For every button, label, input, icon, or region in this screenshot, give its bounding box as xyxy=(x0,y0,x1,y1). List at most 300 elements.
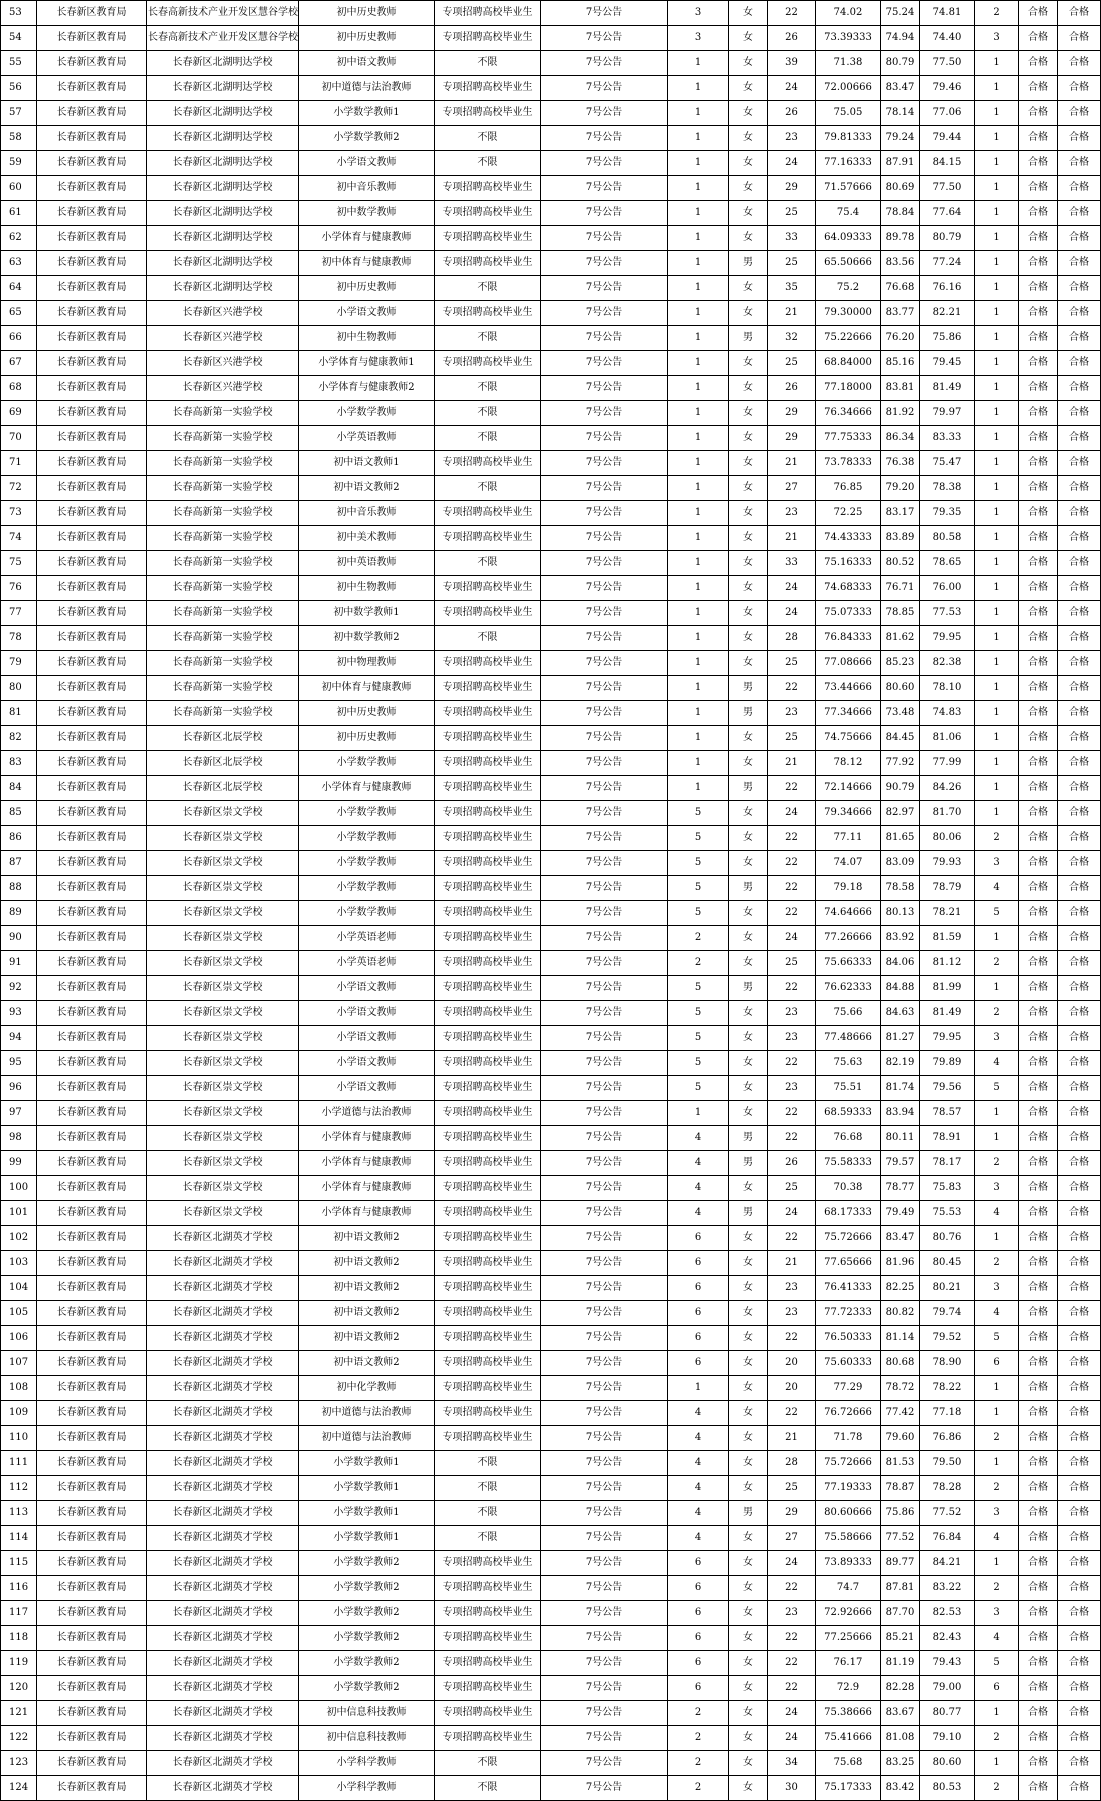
row-number-cell: 112 xyxy=(1,1476,37,1501)
total-score-cell: 84.21 xyxy=(920,1551,975,1576)
recruit-type-cell: 专项招聘高校毕业生 xyxy=(435,576,541,601)
gender-cell: 女 xyxy=(729,551,768,576)
rank-cell: 5 xyxy=(975,1076,1019,1101)
rank-cell: 5 xyxy=(975,1651,1019,1676)
position-cell: 小学科学教师 xyxy=(299,1776,435,1801)
physical-exam-cell: 合格 xyxy=(1019,1301,1058,1326)
table-row xyxy=(1,1751,1101,1776)
gender-cell: 女 xyxy=(729,1776,768,1801)
department-cell: 长春新区教育局 xyxy=(37,1101,147,1126)
department-cell: 长春新区教育局 xyxy=(37,151,147,176)
inspection-cell: 合格 xyxy=(1058,551,1101,576)
quota-cell: 1 xyxy=(668,776,729,801)
rank-cell: 1 xyxy=(975,626,1019,651)
recruit-type-cell: 不限 xyxy=(435,476,541,501)
gender-cell: 女 xyxy=(729,1351,768,1376)
total-score-cell: 75.53 xyxy=(920,1201,975,1226)
recruit-type-cell: 专项招聘高校毕业生 xyxy=(435,1726,541,1751)
inspection-cell: 合格 xyxy=(1058,226,1101,251)
row-number-cell: 84 xyxy=(1,776,37,801)
row-number-cell: 102 xyxy=(1,1226,37,1251)
written-score-cell: 76.62333 xyxy=(816,976,881,1001)
total-score-cell: 78.17 xyxy=(920,1151,975,1176)
gender-cell: 女 xyxy=(729,801,768,826)
announcement-cell: 7号公告 xyxy=(541,1326,668,1351)
position-cell: 初中体育与健康教师 xyxy=(299,251,435,276)
recruit-type-cell: 专项招聘高校毕业生 xyxy=(435,1651,541,1676)
quota-cell: 4 xyxy=(668,1176,729,1201)
interview-score-cell: 74.94 xyxy=(881,26,920,51)
recruit-type-cell: 专项招聘高校毕业生 xyxy=(435,351,541,376)
row-number-cell: 65 xyxy=(1,301,37,326)
interview-score-cell: 84.45 xyxy=(881,726,920,751)
age-cell: 25 xyxy=(768,251,816,276)
gender-cell: 女 xyxy=(729,526,768,551)
quota-cell: 1 xyxy=(668,51,729,76)
quota-cell: 1 xyxy=(668,476,729,501)
total-score-cell: 81.49 xyxy=(920,376,975,401)
table-row xyxy=(1,1626,1101,1651)
row-number-cell: 75 xyxy=(1,551,37,576)
rank-cell: 1 xyxy=(975,1551,1019,1576)
rank-cell: 2 xyxy=(975,1776,1019,1801)
school-cell: 长春新区北湖明达学校 xyxy=(147,76,299,101)
age-cell: 22 xyxy=(768,676,816,701)
inspection-cell: 合格 xyxy=(1058,101,1101,126)
position-cell: 小学数学教师 xyxy=(299,851,435,876)
announcement-cell: 7号公告 xyxy=(541,901,668,926)
interview-score-cell: 85.23 xyxy=(881,651,920,676)
written-score-cell: 72.92666 xyxy=(816,1601,881,1626)
physical-exam-cell: 合格 xyxy=(1019,526,1058,551)
position-cell: 初中道德与法治教师 xyxy=(299,1426,435,1451)
age-cell: 22 xyxy=(768,851,816,876)
interview-score-cell: 81.74 xyxy=(881,1076,920,1101)
written-score-cell: 71.38 xyxy=(816,51,881,76)
inspection-cell: 合格 xyxy=(1058,1226,1101,1251)
inspection-cell: 合格 xyxy=(1058,151,1101,176)
quota-cell: 6 xyxy=(668,1351,729,1376)
position-cell: 初中语文教师2 xyxy=(299,1326,435,1351)
table-row xyxy=(1,51,1101,76)
age-cell: 23 xyxy=(768,1276,816,1301)
rank-cell: 1 xyxy=(975,526,1019,551)
age-cell: 25 xyxy=(768,951,816,976)
total-score-cell: 75.83 xyxy=(920,1176,975,1201)
department-cell: 长春新区教育局 xyxy=(37,1401,147,1426)
total-score-cell: 77.50 xyxy=(920,176,975,201)
written-score-cell: 68.84000 xyxy=(816,351,881,376)
rank-cell: 2 xyxy=(975,1151,1019,1176)
school-cell: 长春新区北湖英才学校 xyxy=(147,1251,299,1276)
age-cell: 23 xyxy=(768,1001,816,1026)
row-number-cell: 120 xyxy=(1,1676,37,1701)
gender-cell: 女 xyxy=(729,626,768,651)
total-score-cell: 78.65 xyxy=(920,551,975,576)
rank-cell: 1 xyxy=(975,401,1019,426)
school-cell: 长春高新第一实验学校 xyxy=(147,426,299,451)
written-score-cell: 74.02 xyxy=(816,1,881,26)
age-cell: 22 xyxy=(768,976,816,1001)
age-cell: 24 xyxy=(768,801,816,826)
gender-cell: 女 xyxy=(729,901,768,926)
row-number-cell: 95 xyxy=(1,1051,37,1076)
school-cell: 长春新区崇文学校 xyxy=(147,801,299,826)
gender-cell: 女 xyxy=(729,201,768,226)
interview-score-cell: 82.28 xyxy=(881,1676,920,1701)
inspection-cell: 合格 xyxy=(1058,1626,1101,1651)
department-cell: 长春新区教育局 xyxy=(37,26,147,51)
quota-cell: 1 xyxy=(668,601,729,626)
age-cell: 24 xyxy=(768,151,816,176)
school-cell: 长春新区北湖英才学校 xyxy=(147,1551,299,1576)
quota-cell: 4 xyxy=(668,1126,729,1151)
physical-exam-cell: 合格 xyxy=(1019,1001,1058,1026)
written-score-cell: 77.11 xyxy=(816,826,881,851)
row-number-cell: 108 xyxy=(1,1376,37,1401)
total-score-cell: 77.99 xyxy=(920,751,975,776)
position-cell: 初中音乐教师 xyxy=(299,501,435,526)
department-cell: 长春新区教育局 xyxy=(37,51,147,76)
age-cell: 25 xyxy=(768,351,816,376)
gender-cell: 女 xyxy=(729,1701,768,1726)
gender-cell: 女 xyxy=(729,1601,768,1626)
announcement-cell: 7号公告 xyxy=(541,76,668,101)
written-score-cell: 76.85 xyxy=(816,476,881,501)
school-cell: 长春新区崇文学校 xyxy=(147,976,299,1001)
inspection-cell: 合格 xyxy=(1058,1,1101,26)
school-cell: 长春新区北湖英才学校 xyxy=(147,1626,299,1651)
physical-exam-cell: 合格 xyxy=(1019,1701,1058,1726)
rank-cell: 1 xyxy=(975,776,1019,801)
total-score-cell: 81.59 xyxy=(920,926,975,951)
written-score-cell: 78.12 xyxy=(816,751,881,776)
school-cell: 长春新区崇文学校 xyxy=(147,1001,299,1026)
rank-cell: 2 xyxy=(975,1,1019,26)
department-cell: 长春新区教育局 xyxy=(37,676,147,701)
row-number-cell: 63 xyxy=(1,251,37,276)
gender-cell: 男 xyxy=(729,1501,768,1526)
department-cell: 长春新区教育局 xyxy=(37,1426,147,1451)
age-cell: 22 xyxy=(768,1651,816,1676)
school-cell: 长春新区崇文学校 xyxy=(147,876,299,901)
interview-score-cell: 78.87 xyxy=(881,1476,920,1501)
department-cell: 长春新区教育局 xyxy=(37,1226,147,1251)
row-number-cell: 72 xyxy=(1,476,37,501)
school-cell: 长春新区兴港学校 xyxy=(147,351,299,376)
total-score-cell: 74.81 xyxy=(920,1,975,26)
table-row xyxy=(1,1476,1101,1501)
rank-cell: 2 xyxy=(975,1476,1019,1501)
inspection-cell: 合格 xyxy=(1058,1051,1101,1076)
total-score-cell: 75.86 xyxy=(920,326,975,351)
physical-exam-cell: 合格 xyxy=(1019,926,1058,951)
physical-exam-cell: 合格 xyxy=(1019,126,1058,151)
age-cell: 24 xyxy=(768,1726,816,1751)
position-cell: 小学数学教师2 xyxy=(299,1676,435,1701)
total-score-cell: 80.58 xyxy=(920,526,975,551)
row-number-cell: 73 xyxy=(1,501,37,526)
announcement-cell: 7号公告 xyxy=(541,251,668,276)
quota-cell: 2 xyxy=(668,1726,729,1751)
recruit-type-cell: 专项招聘高校毕业生 xyxy=(435,651,541,676)
rank-cell: 1 xyxy=(975,726,1019,751)
gender-cell: 女 xyxy=(729,1651,768,1676)
school-cell: 长春新区北湖英才学校 xyxy=(147,1376,299,1401)
written-score-cell: 79.34666 xyxy=(816,801,881,826)
interview-score-cell: 89.78 xyxy=(881,226,920,251)
total-score-cell: 79.74 xyxy=(920,1301,975,1326)
inspection-cell: 合格 xyxy=(1058,1276,1101,1301)
inspection-cell: 合格 xyxy=(1058,701,1101,726)
physical-exam-cell: 合格 xyxy=(1019,1076,1058,1101)
inspection-cell: 合格 xyxy=(1058,1301,1101,1326)
written-score-cell: 73.89333 xyxy=(816,1551,881,1576)
position-cell: 初中数学教师2 xyxy=(299,626,435,651)
row-number-cell: 67 xyxy=(1,351,37,376)
row-number-cell: 109 xyxy=(1,1401,37,1426)
written-score-cell: 77.65666 xyxy=(816,1251,881,1276)
interview-score-cell: 82.19 xyxy=(881,1051,920,1076)
table-row xyxy=(1,1401,1101,1426)
announcement-cell: 7号公告 xyxy=(541,1026,668,1051)
row-number-cell: 85 xyxy=(1,801,37,826)
table-row xyxy=(1,1776,1101,1801)
physical-exam-cell: 合格 xyxy=(1019,651,1058,676)
inspection-cell: 合格 xyxy=(1058,1451,1101,1476)
interview-score-cell: 77.92 xyxy=(881,751,920,776)
written-score-cell: 77.34666 xyxy=(816,701,881,726)
gender-cell: 男 xyxy=(729,326,768,351)
quota-cell: 5 xyxy=(668,1026,729,1051)
school-cell: 长春高新第一实验学校 xyxy=(147,551,299,576)
school-cell: 长春新区崇文学校 xyxy=(147,1176,299,1201)
rank-cell: 1 xyxy=(975,251,1019,276)
table-row xyxy=(1,826,1101,851)
age-cell: 24 xyxy=(768,601,816,626)
inspection-cell: 合格 xyxy=(1058,626,1101,651)
school-cell: 长春新区崇文学校 xyxy=(147,1151,299,1176)
recruit-type-cell: 专项招聘高校毕业生 xyxy=(435,1401,541,1426)
department-cell: 长春新区教育局 xyxy=(37,826,147,851)
rank-cell: 1 xyxy=(975,176,1019,201)
school-cell: 长春新区崇文学校 xyxy=(147,1026,299,1051)
physical-exam-cell: 合格 xyxy=(1019,701,1058,726)
gender-cell: 女 xyxy=(729,1401,768,1426)
physical-exam-cell: 合格 xyxy=(1019,426,1058,451)
table-row xyxy=(1,1551,1101,1576)
recruit-type-cell: 专项招聘高校毕业生 xyxy=(435,1,541,26)
table-row xyxy=(1,726,1101,751)
written-score-cell: 74.68333 xyxy=(816,576,881,601)
department-cell: 长春新区教育局 xyxy=(37,426,147,451)
inspection-cell: 合格 xyxy=(1058,1476,1101,1501)
department-cell: 长春新区教育局 xyxy=(37,926,147,951)
rank-cell: 1 xyxy=(975,701,1019,726)
interview-score-cell: 89.77 xyxy=(881,1551,920,1576)
recruit-type-cell: 不限 xyxy=(435,1526,541,1551)
rank-cell: 3 xyxy=(975,1501,1019,1526)
interview-score-cell: 82.25 xyxy=(881,1276,920,1301)
table-row xyxy=(1,426,1101,451)
gender-cell: 女 xyxy=(729,151,768,176)
physical-exam-cell: 合格 xyxy=(1019,276,1058,301)
written-score-cell: 73.39333 xyxy=(816,26,881,51)
rank-cell: 3 xyxy=(975,1026,1019,1051)
recruit-type-cell: 专项招聘高校毕业生 xyxy=(435,101,541,126)
total-score-cell: 82.21 xyxy=(920,301,975,326)
gender-cell: 男 xyxy=(729,676,768,701)
quota-cell: 1 xyxy=(668,501,729,526)
department-cell: 长春新区教育局 xyxy=(37,276,147,301)
total-score-cell: 76.00 xyxy=(920,576,975,601)
interview-score-cell: 84.63 xyxy=(881,1001,920,1026)
table-row xyxy=(1,1001,1101,1026)
department-cell: 长春新区教育局 xyxy=(37,751,147,776)
age-cell: 22 xyxy=(768,826,816,851)
school-cell: 长春新区北湖英才学校 xyxy=(147,1226,299,1251)
announcement-cell: 7号公告 xyxy=(541,801,668,826)
table-row xyxy=(1,1526,1101,1551)
interview-score-cell: 81.62 xyxy=(881,626,920,651)
quota-cell: 6 xyxy=(668,1601,729,1626)
announcement-cell: 7号公告 xyxy=(541,1376,668,1401)
gender-cell: 女 xyxy=(729,1751,768,1776)
physical-exam-cell: 合格 xyxy=(1019,801,1058,826)
table-row xyxy=(1,301,1101,326)
school-cell: 长春新区北湖英才学校 xyxy=(147,1651,299,1676)
written-score-cell: 75.17333 xyxy=(816,1776,881,1801)
interview-score-cell: 73.48 xyxy=(881,701,920,726)
rank-cell: 1 xyxy=(975,751,1019,776)
rank-cell: 2 xyxy=(975,1576,1019,1601)
table-row xyxy=(1,1301,1101,1326)
age-cell: 23 xyxy=(768,1076,816,1101)
rank-cell: 1 xyxy=(975,476,1019,501)
announcement-cell: 7号公告 xyxy=(541,676,668,701)
quota-cell: 5 xyxy=(668,801,729,826)
row-number-cell: 99 xyxy=(1,1151,37,1176)
row-number-cell: 106 xyxy=(1,1326,37,1351)
inspection-cell: 合格 xyxy=(1058,1701,1101,1726)
written-score-cell: 77.75333 xyxy=(816,426,881,451)
interview-score-cell: 81.14 xyxy=(881,1326,920,1351)
announcement-cell: 7号公告 xyxy=(541,126,668,151)
table-row xyxy=(1,1376,1101,1401)
physical-exam-cell: 合格 xyxy=(1019,626,1058,651)
department-cell: 长春新区教育局 xyxy=(37,351,147,376)
age-cell: 23 xyxy=(768,501,816,526)
row-number-cell: 88 xyxy=(1,876,37,901)
position-cell: 初中美术教师 xyxy=(299,526,435,551)
table-row xyxy=(1,651,1101,676)
recruit-type-cell: 专项招聘高校毕业生 xyxy=(435,751,541,776)
gender-cell: 男 xyxy=(729,1201,768,1226)
school-cell: 长春新区北湖明达学校 xyxy=(147,251,299,276)
position-cell: 初中语文教师 xyxy=(299,51,435,76)
department-cell: 长春新区教育局 xyxy=(37,1201,147,1226)
position-cell: 小学数学教师 xyxy=(299,826,435,851)
row-number-cell: 78 xyxy=(1,626,37,651)
total-score-cell: 81.70 xyxy=(920,801,975,826)
table-row xyxy=(1,901,1101,926)
gender-cell: 女 xyxy=(729,276,768,301)
row-number-cell: 124 xyxy=(1,1776,37,1801)
announcement-cell: 7号公告 xyxy=(541,1526,668,1551)
age-cell: 26 xyxy=(768,101,816,126)
table-row xyxy=(1,201,1101,226)
position-cell: 初中语文教师2 xyxy=(299,476,435,501)
age-cell: 20 xyxy=(768,1351,816,1376)
announcement-cell: 7号公告 xyxy=(541,1051,668,1076)
quota-cell: 1 xyxy=(668,1376,729,1401)
recruit-type-cell: 专项招聘高校毕业生 xyxy=(435,1376,541,1401)
announcement-cell: 7号公告 xyxy=(541,1501,668,1526)
quota-cell: 6 xyxy=(668,1676,729,1701)
position-cell: 初中英语教师 xyxy=(299,551,435,576)
quota-cell: 4 xyxy=(668,1201,729,1226)
gender-cell: 男 xyxy=(729,1151,768,1176)
inspection-cell: 合格 xyxy=(1058,1776,1101,1801)
inspection-cell: 合格 xyxy=(1058,176,1101,201)
written-score-cell: 79.30000 xyxy=(816,301,881,326)
row-number-cell: 62 xyxy=(1,226,37,251)
total-score-cell: 79.56 xyxy=(920,1076,975,1101)
physical-exam-cell: 合格 xyxy=(1019,551,1058,576)
age-cell: 22 xyxy=(768,876,816,901)
interview-score-cell: 77.52 xyxy=(881,1526,920,1551)
row-number-cell: 100 xyxy=(1,1176,37,1201)
rank-cell: 1 xyxy=(975,1126,1019,1151)
quota-cell: 1 xyxy=(668,626,729,651)
physical-exam-cell: 合格 xyxy=(1019,401,1058,426)
gender-cell: 女 xyxy=(729,1076,768,1101)
rank-cell: 3 xyxy=(975,1601,1019,1626)
rank-cell: 1 xyxy=(975,326,1019,351)
written-score-cell: 74.7 xyxy=(816,1576,881,1601)
row-number-cell: 71 xyxy=(1,451,37,476)
age-cell: 27 xyxy=(768,1526,816,1551)
row-number-cell: 82 xyxy=(1,726,37,751)
gender-cell: 女 xyxy=(729,1251,768,1276)
rank-cell: 5 xyxy=(975,1326,1019,1351)
table-row xyxy=(1,701,1101,726)
written-score-cell: 74.75666 xyxy=(816,726,881,751)
school-cell: 长春新区北湖英才学校 xyxy=(147,1576,299,1601)
department-cell: 长春新区教育局 xyxy=(37,1626,147,1651)
rank-cell: 4 xyxy=(975,1051,1019,1076)
quota-cell: 1 xyxy=(668,751,729,776)
recruit-type-cell: 专项招聘高校毕业生 xyxy=(435,1251,541,1276)
announcement-cell: 7号公告 xyxy=(541,1201,668,1226)
position-cell: 初中历史教师 xyxy=(299,726,435,751)
recruit-type-cell: 专项招聘高校毕业生 xyxy=(435,1076,541,1101)
recruit-type-cell: 专项招聘高校毕业生 xyxy=(435,201,541,226)
quota-cell: 5 xyxy=(668,1051,729,1076)
quota-cell: 4 xyxy=(668,1501,729,1526)
recruit-type-cell: 不限 xyxy=(435,326,541,351)
announcement-cell: 7号公告 xyxy=(541,626,668,651)
school-cell: 长春新区北湖英才学校 xyxy=(147,1351,299,1376)
gender-cell: 女 xyxy=(729,1001,768,1026)
school-cell: 长春新区北湖英才学校 xyxy=(147,1501,299,1526)
recruit-type-cell: 专项招聘高校毕业生 xyxy=(435,1576,541,1601)
quota-cell: 6 xyxy=(668,1276,729,1301)
row-number-cell: 116 xyxy=(1,1576,37,1601)
gender-cell: 女 xyxy=(729,726,768,751)
quota-cell: 1 xyxy=(668,126,729,151)
gender-cell: 女 xyxy=(729,176,768,201)
